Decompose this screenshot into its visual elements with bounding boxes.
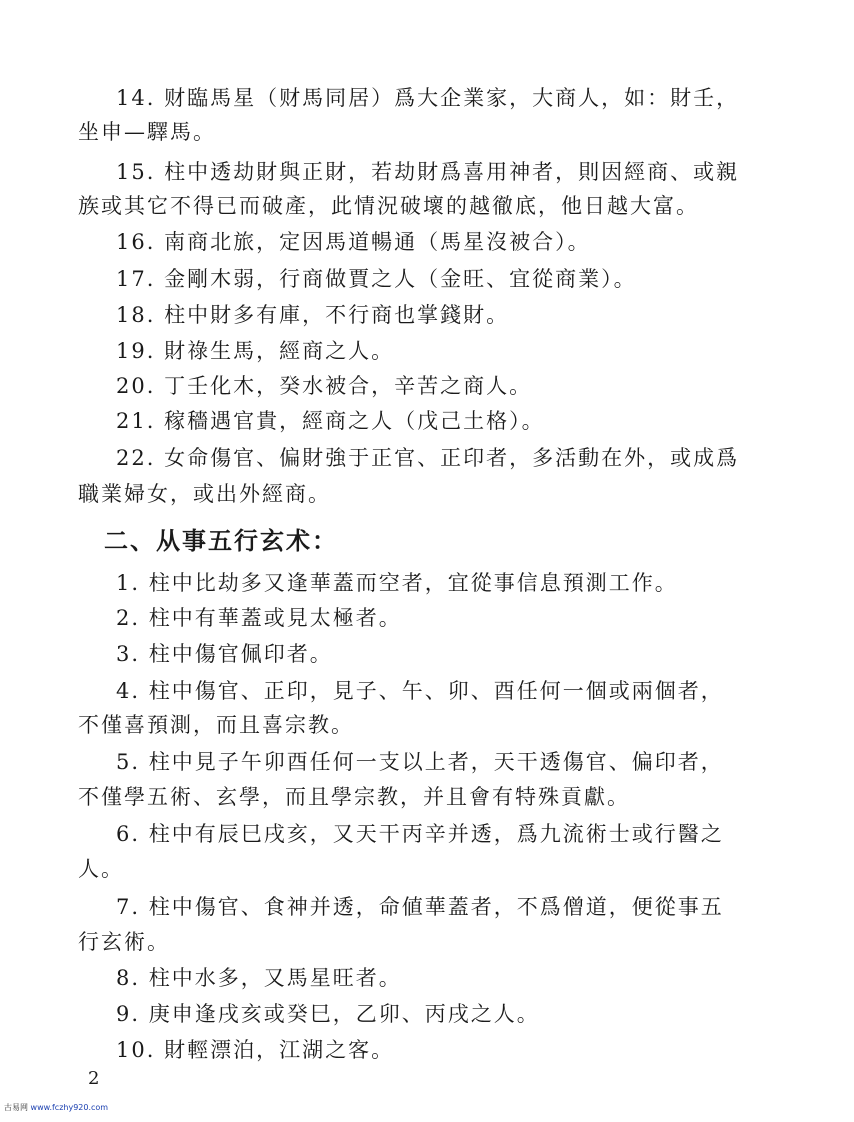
item-number: 4. xyxy=(116,679,141,703)
item-text: 柱中傷官佩印者。 xyxy=(148,642,333,666)
item-text: 稼穡遇官貴，經商之人（戊己土格）。 xyxy=(164,409,545,433)
item-16 xyxy=(116,228,591,256)
item-4-line-1 xyxy=(116,677,724,705)
item-number: 10. xyxy=(116,1038,156,1062)
item-text: 柱中傷官、食神并透，命値華蓋者，不爲僧道，便從事五 xyxy=(148,895,724,919)
item-number: 5. xyxy=(116,750,141,774)
item-6-line-2: 人。 xyxy=(78,857,124,881)
item-1 xyxy=(116,569,678,597)
item-8 xyxy=(116,964,402,992)
item-7-line-1 xyxy=(116,893,724,921)
item-text: 柱中傷官、正印，見子、午、卯、酉任何一個或兩個者， xyxy=(148,679,724,703)
item-19 xyxy=(116,337,394,365)
item-5-line-2: 不僅學五術、玄學，而且學宗教，并且會有特殊貢獻。 xyxy=(78,785,630,809)
item-15-line-1 xyxy=(116,158,739,186)
item-number: 19. xyxy=(116,339,156,363)
item-text: 财臨馬星（财馬同居）爲大企業家，大商人，如：財壬， xyxy=(164,86,740,110)
item-14-line-1 xyxy=(116,84,739,112)
footer-watermark xyxy=(4,1103,108,1113)
item-number: 6. xyxy=(116,822,141,846)
item-number: 7. xyxy=(116,895,141,919)
item-text: 柱中有辰巳戌亥，又天干丙辛并透，爲九流術士或行醫之 xyxy=(148,822,724,846)
item-20 xyxy=(116,372,532,400)
footer-url: www.fczhy920.com xyxy=(30,1103,109,1112)
item-text: 財輕漂泊，江湖之客。 xyxy=(164,1038,395,1062)
item-10 xyxy=(116,1036,394,1064)
item-text: 柱中透劫財與正財，若劫財爲喜用神者，則因經商、或親 xyxy=(164,160,740,184)
item-text: 女命傷官、偏財強于正官、正印者，多活動在外，或成爲 xyxy=(164,446,740,470)
item-number: 14. xyxy=(116,86,156,110)
item-2 xyxy=(116,604,402,632)
item-number: 3. xyxy=(116,642,141,666)
item-text: 柱中水多，又馬星旺者。 xyxy=(148,966,402,990)
item-text: 柱中比劫多又逢華蓋而空者，宜從事信息預測工作。 xyxy=(148,571,678,595)
item-number: 15. xyxy=(116,160,156,184)
item-text: 南商北旅，定因馬道暢通（馬星沒被合）。 xyxy=(164,230,591,254)
item-text: 金剛木弱，行商做賈之人（金旺、宜從商業）。 xyxy=(164,267,637,291)
item-number: 16. xyxy=(116,230,156,254)
item-number: 9. xyxy=(116,1002,141,1026)
item-15-line-2: 族或其它不得已而破產，此情況破壞的越徹底，他日越大富。 xyxy=(78,194,699,218)
item-6-line-1 xyxy=(116,820,724,848)
item-number: 17. xyxy=(116,267,156,291)
item-number: 2. xyxy=(116,606,141,630)
item-7-line-2: 行玄術。 xyxy=(78,930,170,954)
item-22-line-2: 職業婦女，或出外經商。 xyxy=(78,482,331,506)
item-17 xyxy=(116,265,637,293)
item-text: 柱中有華蓋或見太極者。 xyxy=(148,606,402,630)
item-text: 庚申逢戌亥或癸巳，乙卯、丙戌之人。 xyxy=(148,1002,540,1026)
item-text: 柱中財多有庫，不行商也掌錢財。 xyxy=(164,303,510,327)
item-number: 21. xyxy=(116,409,156,433)
item-text: 財祿生馬，經商之人。 xyxy=(164,339,395,363)
item-number: 18. xyxy=(116,303,156,327)
item-21 xyxy=(116,407,545,435)
item-18 xyxy=(116,301,509,329)
item-text: 柱中見子午卯酉任何一支以上者，天干透傷官、偏印者， xyxy=(148,750,724,774)
item-number: 22. xyxy=(116,446,156,470)
item-9 xyxy=(116,1000,540,1028)
item-5-line-1 xyxy=(116,748,724,776)
item-3 xyxy=(116,640,333,668)
item-number: 20. xyxy=(116,374,156,398)
section-heading: 二、从事五行玄术： xyxy=(104,527,338,555)
item-text: 丁壬化木，癸水被合，辛苦之商人。 xyxy=(164,374,533,398)
page-number: 2 xyxy=(88,1068,100,1089)
item-number: 1. xyxy=(116,571,141,595)
item-number: 8. xyxy=(116,966,141,990)
item-4-line-2: 不僅喜預測，而且喜宗教。 xyxy=(78,713,354,737)
item-14-line-2: 坐申—驛馬。 xyxy=(78,120,216,144)
footer-label: 古易网 xyxy=(4,1103,28,1112)
item-22-line-1 xyxy=(116,444,739,472)
